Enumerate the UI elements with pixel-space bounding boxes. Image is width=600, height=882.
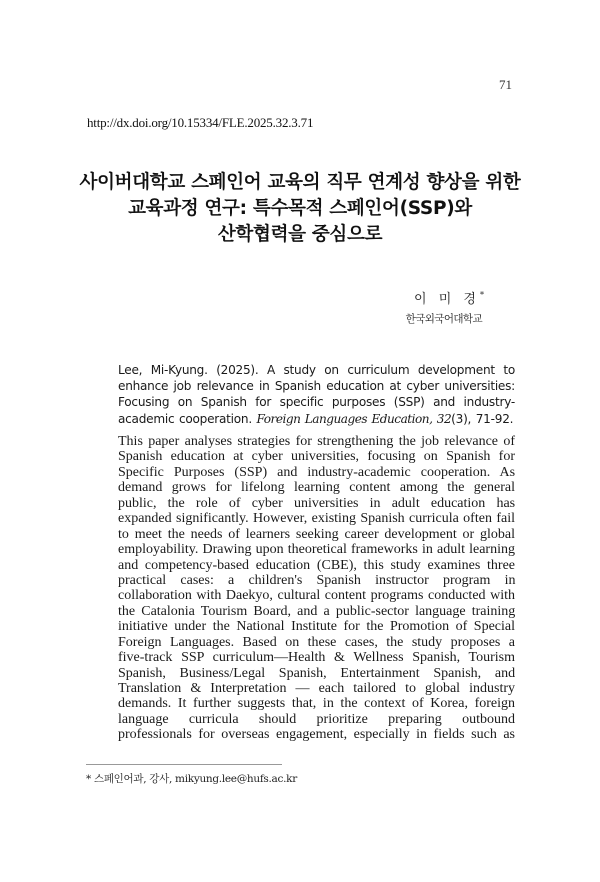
abstract-line: expanded significantly. However, existing Spanish curricula often fail	[118, 511, 515, 527]
abstract-line: demand grows for lifelong learning content among the general	[118, 480, 515, 496]
citation-text: Lee, Mi-Kyung. (2025). A study on curriculum development to enhance job relevance in Spanish education at cyber universities: Focusing on Spanish for specific purposes (SSP) and industry-academic cooperation.	[118, 363, 515, 426]
author-name-text: 이 미 경	[414, 292, 480, 307]
page-number: 71	[499, 77, 512, 92]
doi-link[interactable]: http://dx.doi.org/10.15334/FLE.2025.32.3.71	[87, 115, 314, 130]
abstract-line: language curricula should prioritize preparing outbound	[118, 711, 515, 727]
citation	[118, 362, 515, 427]
citation-volume-pages: (3), 71-92.	[451, 411, 514, 426]
abstract-line: the Catalonia Tourism Board, and a public-sector language training	[118, 603, 516, 619]
paper-title	[60, 170, 540, 248]
title-line: 교육과정 연구: 특수목적 스페인어(SSP)와	[128, 198, 472, 219]
title-line: 산학협력을 중심으로	[217, 224, 383, 245]
abstract-line: Spanish education at cyber universities, focusing on Spanish for	[118, 449, 515, 465]
abstract-line: Specific Purposes (SSP) and industry-academic cooperation. As	[118, 464, 516, 480]
abstract-line: to meet the needs of learners seeking career development or global	[118, 526, 515, 542]
title-line: 사이버대학교 스페인어 교육의 직무 연계성 향상을 위한	[79, 172, 521, 193]
abstract-line: collaboration with Daekyo, cultural content programs conducted with	[118, 588, 515, 604]
abstract-line: employability. Drawing upon theoretical frameworks in adult learning	[118, 542, 515, 558]
footnote-marker: *	[480, 290, 484, 300]
abstract-line: five-track SSP curriculum—Health & Wellness Spanish, Tourism	[118, 650, 515, 666]
citation-journal: Foreign Languages Education, 32	[256, 411, 452, 426]
author-name	[414, 288, 484, 307]
abstract-line: initiative under the National Institute for the Promotion of Special	[118, 619, 515, 635]
abstract-line: Translation & Interpretation — each tailored to global industry	[118, 681, 515, 696]
abstract	[118, 434, 515, 743]
abstract-line: and competency-based education (CBE), this study examines three	[118, 557, 515, 573]
footnote: * 스페인어과, 강사, mikyung.lee@hufs.ac.kr	[86, 773, 297, 785]
abstract-line: practical cases: a children's Spanish instructor program in	[118, 572, 516, 588]
abstract-line: demands. It further suggests that, in the context of Korea, foreign	[118, 696, 515, 712]
abstract-line: Spanish, Business/Legal Spanish, Entertainment Spanish, and	[118, 665, 516, 681]
abstract-line: This paper analyses strategies for strengthening the job relevance of	[118, 434, 515, 449]
abstract-line: professionals for overseas engagement, especially in fields such as	[118, 727, 515, 743]
abstract-line: Foreign Languages. Based on these cases, the study proposes a	[118, 634, 515, 650]
author-affiliation: 한국외국어대학교	[405, 313, 482, 325]
abstract-line: public, the role of cyber universities in adult education has	[118, 495, 516, 511]
footnote-divider	[86, 764, 282, 765]
